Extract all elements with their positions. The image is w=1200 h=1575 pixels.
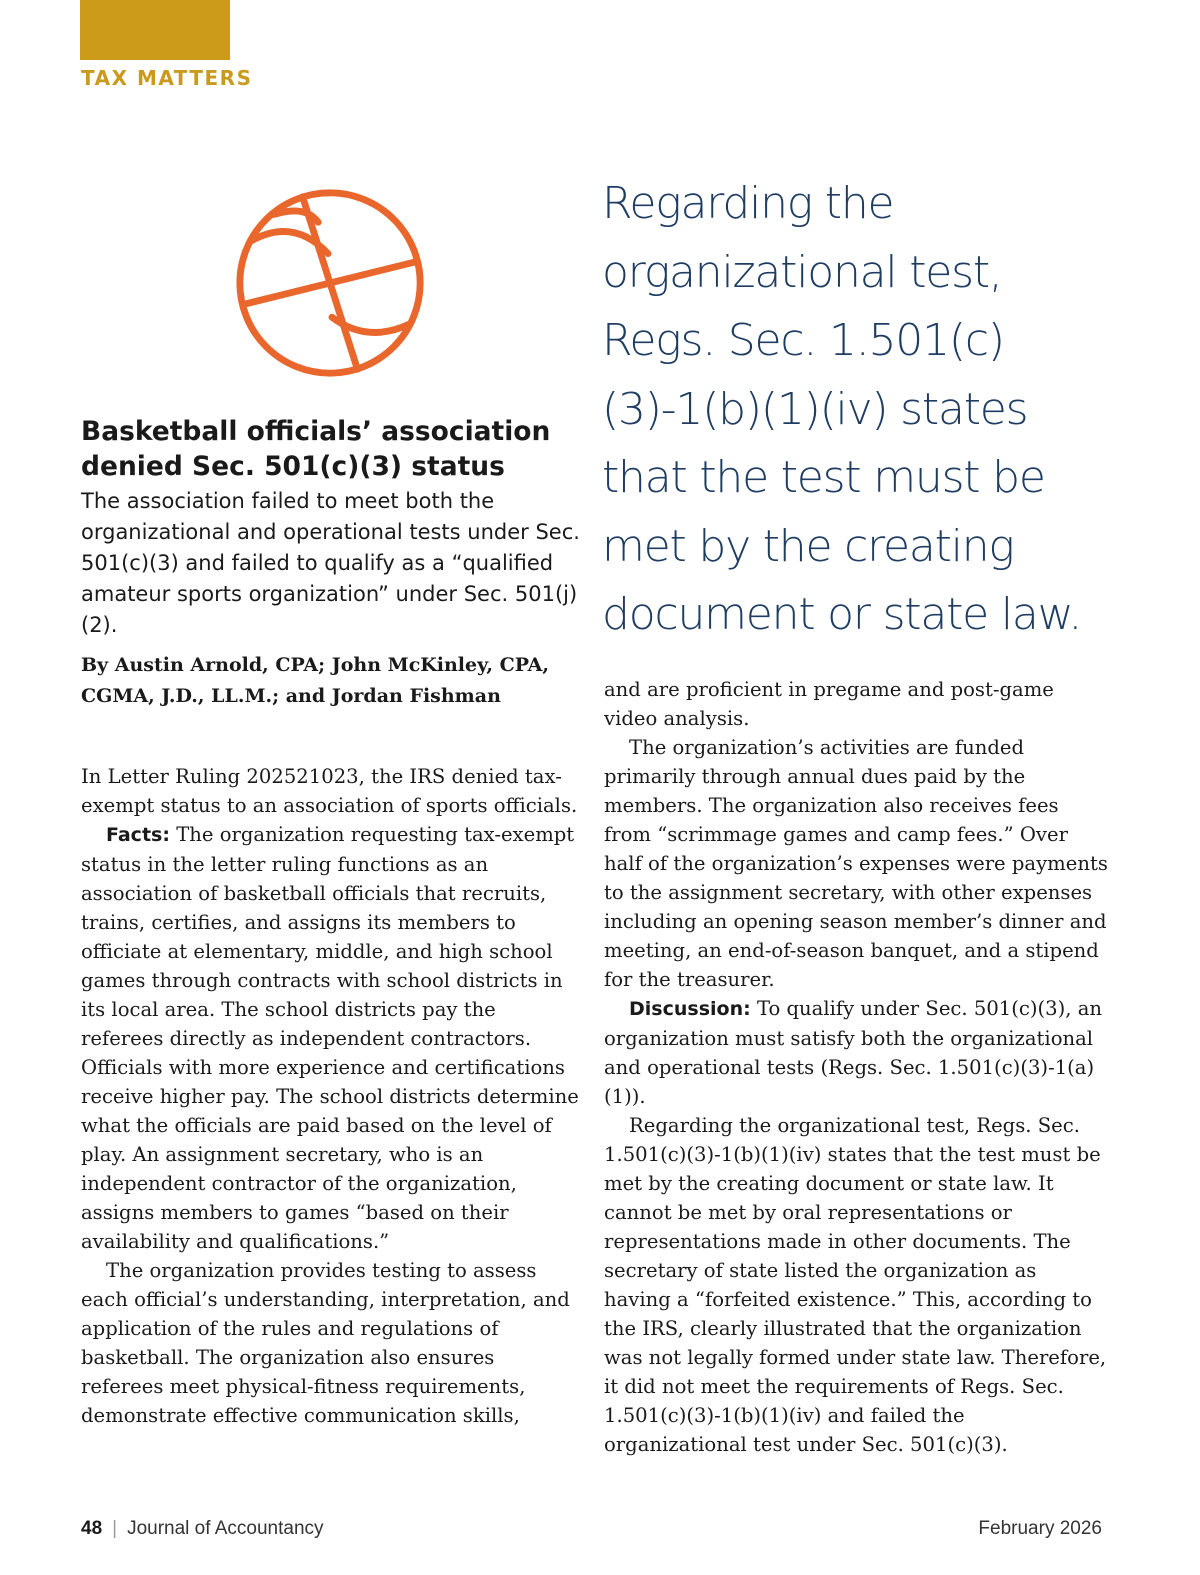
discussion-text: To qualify under Sec. 501(c)(3), an organization must satisfy both the organizational and operational tests (Regs. Sec. 1.501(c)(3)-1(a)(1)). bbox=[604, 997, 1103, 1108]
byline: By Austin Arnold, CPA; John McKinley, CPA, CGMA, J.D., LL.M.; and Jordan Fishman bbox=[81, 654, 549, 707]
funding-paragraph: The organization’s activities are funded primarily through annual dues paid by the members. The organization also receives fees from “scrimmage games and camp fees.” Over half of the organization’s expenses were payments to the assignment secretary, with other expenses including an opening season member’s dinner and meeting, an end-of-season banquet, and a stipend for the treasurer. bbox=[604, 736, 1108, 991]
article-deck: The association failed to meet both the organizational and operational tests under Sec. 501(c)(3) and failed to qualify as a “qualified amateur sports organization” under Sec. 501(j)(2). bbox=[81, 489, 580, 637]
continued-paragraph: and are proficient in pregame and post-game video analysis. bbox=[604, 678, 1054, 730]
footer-left bbox=[81, 1518, 324, 1540]
discussion-label: Discussion: bbox=[629, 998, 751, 1020]
right-column bbox=[604, 675, 1109, 1459]
facts-label: Facts: bbox=[106, 824, 170, 846]
testing-paragraph: The organization provides testing to assess each official’s understanding, interpretation, and application of the rules and regulations of basketball. The organization also ensures referees meet physical-fitness requirements, demonstrate effective communication skills, bbox=[81, 1259, 570, 1427]
pull-quote: Regarding the organizational test, Regs. Sec. 1.501(c)(3)-1(b)(1)(iv) states that the test must be met by the creating document or state law. bbox=[602, 178, 1082, 640]
article-title: Basketball officials’ association denied Sec. 501(c)(3) status bbox=[81, 416, 551, 482]
section-label: TAX MATTERS bbox=[81, 66, 253, 90]
organizational-test-paragraph: Regarding the organizational test, Regs. Sec. 1.501(c)(3)-1(b)(1)(iv) states that the test must be met by the creating document or state law. It cannot be met by oral representations or representations made in other documents. The secretary of state listed the organization as having a “forfeited existence.” This, according to the IRS, clearly illustrated that the organization was not legally formed under state law. Therefore, it did not meet the requirements of Regs. Sec. 1.501(c)(3)-1(b)(1)(iv) and failed the organizational test under Sec. 501(c)(3). bbox=[604, 1114, 1107, 1456]
issue-date: February 2026 bbox=[978, 1518, 1102, 1539]
discussion-paragraph bbox=[604, 994, 1109, 1111]
section-color-bar bbox=[80, 0, 230, 60]
facts-paragraph bbox=[81, 820, 581, 1256]
facts-text: The organization requesting tax-exempt status in the letter ruling functions as an association of basketball officials that recruits, trains, certifies, and assigns its members to officiate at elementary, middle, and high school games through contracts with school districts in its local area. The school districts pay the referees directly as independent contractors. Officials with more experience and certifications receive higher pay. The school districts determine what the officials are paid based on the level of play. An assignment secretary, who is an independent contractor of the organization, assigns members to games “based on their availability and qualifications.” bbox=[81, 823, 579, 1253]
basketball-icon bbox=[232, 185, 428, 381]
page-number: 48 bbox=[81, 1518, 103, 1539]
intro-paragraph: In Letter Ruling 202521023, the IRS denied tax-exempt status to an association of sports officials. bbox=[81, 765, 578, 817]
publication-name: Journal of Accountancy bbox=[127, 1518, 324, 1539]
footer-separator: | bbox=[112, 1518, 118, 1539]
left-column bbox=[81, 762, 581, 1430]
